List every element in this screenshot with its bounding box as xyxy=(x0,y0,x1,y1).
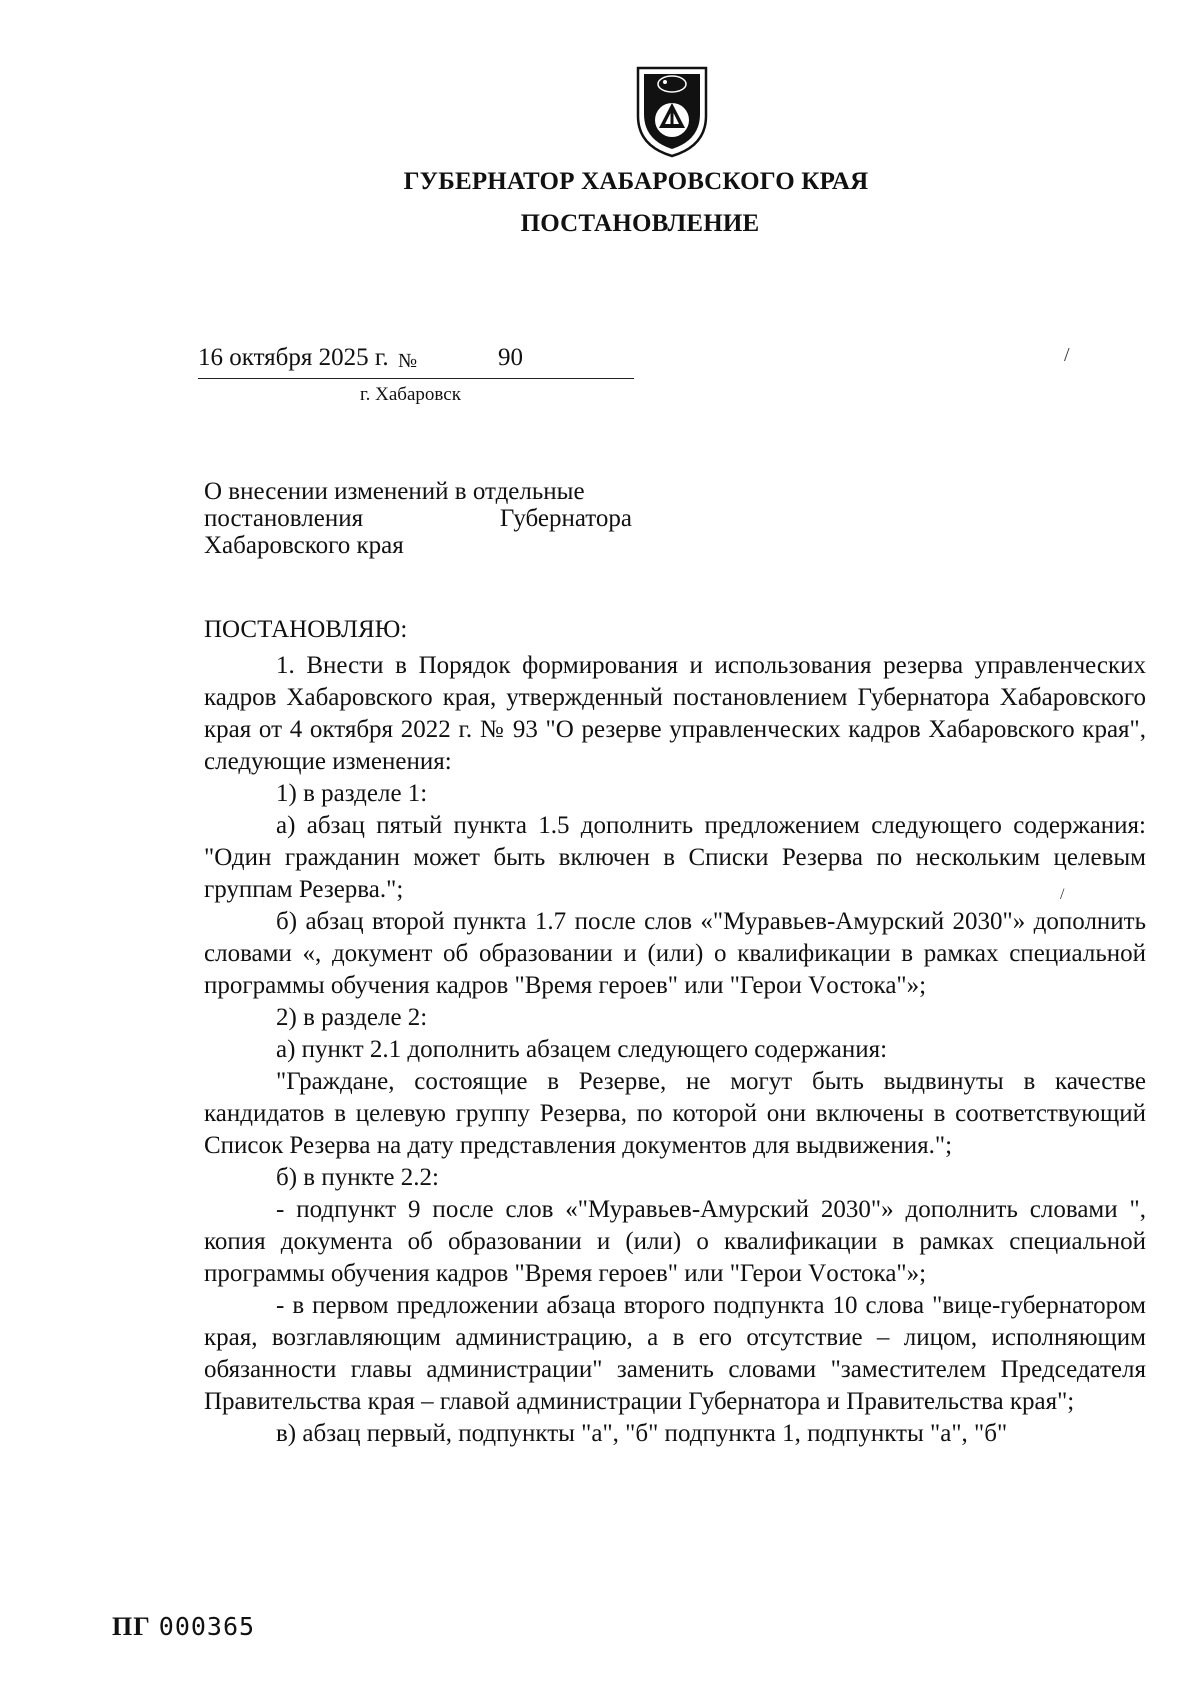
subject-line xyxy=(204,505,632,532)
body-paragraph: а) пункт 2.1 дополнить абзацем следующего содержания: xyxy=(276,1036,888,1063)
document-date: 16 октября 2025 г. xyxy=(198,344,389,371)
subject-line: О внесении изменений в отдельные xyxy=(204,478,585,505)
document-city: г. Хабаровск xyxy=(360,384,461,405)
body-paragraph: б) абзац второй пункта 1.7 после слов «"Муравьев-Амурский 2030"» дополнить словами «, документ об образовании и (или) о квалификации в рамках специальной программы обучения кадров "Время героев" или "Герои Vостока"»; xyxy=(204,908,1146,999)
body-paragraph: 1. Внести в Порядок формирования и использования резерва управленческих кадров Хабаровского края, утвержденный постановлением Губернатора Хабаровского края от 4 октября 2022 г. № 93 "О резерве управленческих кадров Хабаровского края", следующие изменения: xyxy=(204,652,1146,775)
document-number: 90 xyxy=(498,344,523,371)
body-paragraph: в) абзац первый, подпункты "а", "б" подпункта 1, подпункты "а", "б" xyxy=(276,1420,1008,1447)
number-sign: № xyxy=(398,350,418,372)
body-paragraph: - подпункт 9 после слов «"Муравьев-Амурский 2030"» дополнить словами ", копия документа об образовании и (или) о квалификации в рамках специальной программы обучения кадров "Время героев" или "Герои Vостока"»; xyxy=(204,1196,1146,1287)
coat-of-arms-emblem xyxy=(632,62,712,160)
body-paragraph: а) абзац пятый пункта 1.5 дополнить предложением следующего содержания: "Один гражданин может быть включен в Списки Резерва по нескольким целевым группам Резерва."; xyxy=(204,812,1146,903)
subject-word: постановления xyxy=(204,505,364,532)
date-number-line xyxy=(198,344,634,379)
subject-line: Хабаровского края xyxy=(204,532,404,559)
body-paragraph: - в первом предложении абзаца второго подпункта 10 слова "вице-губернатором края, возглавляющим администрацию, а в его отсутствие – лицом, исполняющим обязанности главы администрации" заменить словами "заместителем Председателя Правительства края – главой администрации Губернатора и Правительства края"; xyxy=(204,1292,1146,1415)
form-series: ПГ xyxy=(112,1612,151,1641)
authority-title: ГУБЕРНАТОР ХАБАРОВСКОГО КРАЯ xyxy=(403,168,869,195)
document-subject xyxy=(204,478,632,559)
body-paragraph: б) в пункте 2.2: xyxy=(276,1164,439,1191)
form-serial: 000365 xyxy=(158,1612,256,1641)
form-serial-number xyxy=(112,1612,255,1642)
document-body xyxy=(204,650,1146,1450)
document-type-title: ПОСТАНОВЛЕНИЕ xyxy=(520,210,760,237)
stray-mark: / xyxy=(1060,886,1065,903)
body-paragraph: 2) в разделе 2: xyxy=(276,1004,428,1031)
stray-mark: / xyxy=(1064,344,1070,366)
body-paragraph: "Граждане, состоящие в Резерве, не могут быть выдвинуты в качестве кандидатов в целевую группу Резерва, по которой они включены в соответствующий Список Резерва на дату представления документов для выдвижения."; xyxy=(204,1068,1146,1159)
decree-word: ПОСТАНОВЛЯЮ: xyxy=(204,616,408,643)
subject-word: Губернатора xyxy=(499,505,632,532)
body-paragraph: 1) в разделе 1: xyxy=(276,780,428,807)
